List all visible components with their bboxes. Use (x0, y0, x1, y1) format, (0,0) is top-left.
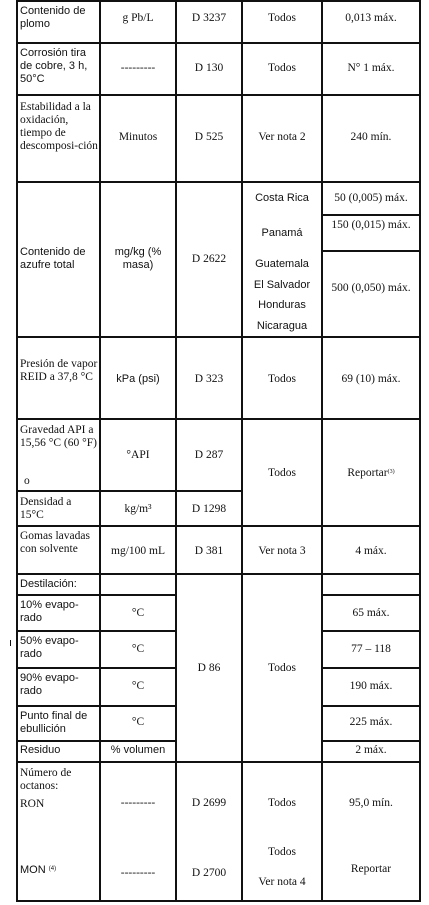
property-cell: Gravedad API a 15,56 °C (60 °F) (20, 424, 97, 449)
unit-cell: g Pb/L (122, 12, 154, 24)
method-cell: D 287 (194, 449, 224, 461)
unit-cell: --------- (120, 797, 156, 809)
country-cell: Todos (268, 467, 296, 479)
method-cell: D 2622 (191, 253, 227, 265)
limit-costa-rica: 50 (0,005) máx. (334, 192, 408, 204)
country-costa-rica: Costa Rica (255, 192, 309, 204)
property-cell: Residuo (20, 744, 61, 756)
unit-cell: °C (131, 680, 145, 692)
row-divider (322, 630, 421, 632)
row-divider (322, 214, 421, 216)
country-cell: Todos (268, 62, 296, 74)
row-divider (16, 525, 421, 527)
limit-cell: Reportar$^{(3)}$ (347, 467, 395, 479)
limit-cell: N° 1 máx. (347, 62, 395, 74)
limit-cell: 65 máx. (352, 607, 390, 619)
country-cell: Ver nota 2 (258, 131, 306, 143)
row-divider (16, 761, 421, 763)
property-cell: Gomas lavadas con solvente (20, 530, 90, 555)
method-cell: D 2700 (191, 867, 227, 879)
limit-cell: 95,0 mín. (349, 797, 393, 809)
row-divider (322, 705, 421, 707)
limit-cell: 4 máx. (355, 545, 387, 557)
row-divider (16, 740, 176, 742)
country-cell: Todos (268, 373, 296, 385)
unit-cell: mg/100 mL (111, 545, 165, 557)
property-cell: Presión de vapor REID a 37,8 °C (20, 358, 98, 383)
unit-cell: °C (131, 643, 145, 655)
method-cell: D 86 (197, 662, 221, 674)
unit-cell: kg/m³ (124, 503, 152, 515)
method-cell: D 3237 (191, 12, 227, 24)
footnote-marker: (4) (48, 866, 57, 872)
unit-cell: % volumen (110, 744, 166, 756)
row-divider (322, 740, 421, 742)
or-word: o (24, 475, 30, 487)
country-nicaragua: Nicaragua (256, 320, 308, 332)
property-cell: Punto final de ebullición (20, 710, 88, 735)
limit-cell: 77 – 118 (351, 643, 391, 655)
property-cell: Contenido de plomo (20, 5, 86, 30)
row-divider (16, 667, 176, 669)
section-header: Destilación: (20, 578, 77, 590)
row-divider (16, 418, 421, 420)
property-cell: Contenido de azufre total (20, 246, 86, 271)
country-guatemala: Guatemala (255, 258, 309, 270)
property-cell: Número de octanos: (20, 767, 72, 792)
property-cell-ron: RON (20, 798, 45, 810)
limit-others: 500 (0,050) máx. (331, 282, 411, 294)
row-divider (322, 667, 421, 669)
country-cell: Todos (268, 846, 296, 858)
limit-cell: 0,013 máx. (345, 12, 397, 24)
row-divider (16, 573, 421, 575)
method-cell: D 525 (194, 131, 224, 143)
unit-cell: °C (131, 607, 145, 619)
unit-cell: --------- (120, 62, 156, 74)
table-border-right (419, 0, 421, 902)
unit-cell: °API (126, 449, 150, 461)
country-cell: Ver nota 3 (258, 545, 306, 557)
unit-cell: mg/kg (% masa) (114, 246, 162, 271)
table-border-top (16, 0, 421, 2)
country-cell: Todos (268, 12, 296, 24)
row-divider (16, 94, 421, 96)
table-border-left (16, 0, 18, 902)
unit-cell: --------- (120, 867, 156, 879)
table-border-bottom (16, 900, 421, 902)
row-divider (16, 336, 421, 338)
row-divider (16, 181, 421, 183)
country-cell: Todos (268, 662, 296, 674)
country-cell: Todos (268, 797, 296, 809)
country-panama: Panamá (261, 227, 303, 239)
limit-cell: Reportar (350, 863, 392, 875)
method-cell: D 2699 (191, 797, 227, 809)
row-divider (16, 594, 176, 596)
method-cell: D 381 (194, 545, 224, 557)
row-divider (16, 42, 421, 44)
property-cell: Densidad a 15°C (20, 496, 72, 521)
property-cell: 90% evapo-rado (20, 672, 79, 697)
unit-cell: kPa (psi) (116, 373, 160, 385)
country-el-salvador: El Salvador (253, 279, 311, 291)
limit-panama: 150 (0,015) máx. (331, 219, 411, 231)
row-divider (16, 630, 176, 632)
property-cell-mon: MON $^{(4)}$ (20, 864, 57, 876)
limit-cell: 190 máx. (349, 680, 393, 692)
margin-mark (10, 640, 11, 646)
property-cell: Corrosión tira de cobre, 3 h, 50°C (20, 47, 88, 85)
row-divider (16, 705, 176, 707)
limit-cell: 240 mín. (350, 131, 392, 143)
limit-cell: 225 máx. (349, 716, 393, 728)
row-divider (322, 250, 421, 252)
country-note-cell: Ver nota 4 (258, 876, 306, 888)
property-cell: 10% evapo-rado (20, 599, 79, 624)
method-cell: D 323 (194, 373, 224, 385)
limit-cell: 69 (10) máx. (341, 373, 401, 385)
row-divider (322, 594, 421, 596)
country-honduras: Honduras (258, 299, 306, 311)
footnote-marker: (3) (387, 469, 395, 475)
method-cell: D 130 (194, 62, 224, 74)
unit-cell: °C (131, 716, 145, 728)
property-cell: 50% evapo-rado (20, 635, 79, 660)
row-divider (16, 490, 242, 492)
unit-cell: Minutos (118, 131, 158, 143)
limit-cell: 2 máx. (355, 744, 387, 756)
property-cell: Estabilidad a la oxidación, tiempo de descomposi-ción (20, 101, 98, 152)
method-cell: D 1298 (191, 503, 227, 515)
